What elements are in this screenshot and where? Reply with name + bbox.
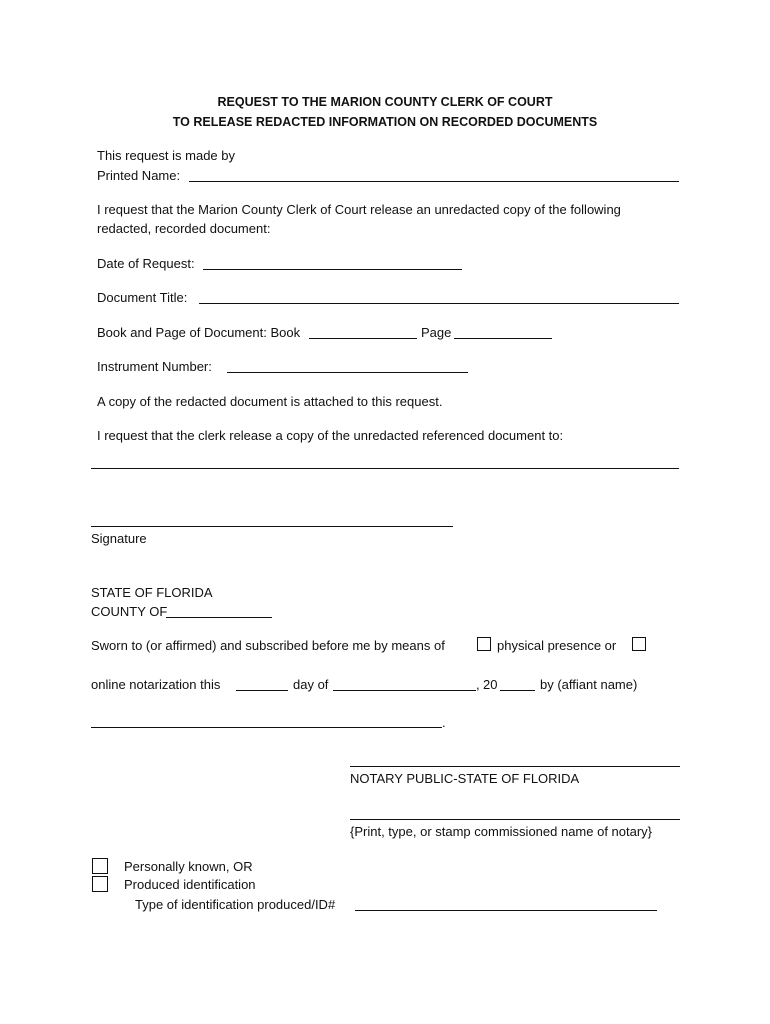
- document-title-line-2: TO RELEASE REDACTED INFORMATION ON RECORDED DOCUMENTS: [172, 115, 598, 129]
- affiant-period: .: [442, 715, 446, 730]
- type-of-id-label: Type of identification produced/ID#: [135, 897, 336, 912]
- personally-known-label: Personally known, OR: [124, 859, 253, 874]
- document-title-field[interactable]: [199, 303, 679, 304]
- notary-public-label: NOTARY PUBLIC-STATE OF FLORIDA: [350, 771, 580, 786]
- book-and-page-label: Book and Page of Document: Book: [97, 325, 301, 340]
- printed-name-label: Printed Name:: [97, 168, 181, 183]
- produced-identification-label: Produced identification: [124, 877, 256, 892]
- online-notarization-checkbox[interactable]: [632, 637, 646, 651]
- state-label: STATE OF FLORIDA: [91, 585, 213, 600]
- signature-field[interactable]: [91, 526, 453, 527]
- month-field[interactable]: [333, 690, 476, 691]
- release-to-address-field[interactable]: [91, 468, 679, 469]
- day-of-label: day of: [293, 677, 329, 692]
- printed-name-field[interactable]: [189, 181, 679, 182]
- document-title-line-1: REQUEST TO THE MARION COUNTY CLERK OF COURT: [217, 95, 553, 109]
- document-title-label: Document Title:: [97, 290, 188, 305]
- county-label: COUNTY OF: [91, 604, 168, 619]
- year-comma: ,: [476, 677, 480, 692]
- page-field[interactable]: [454, 338, 552, 339]
- attached-note: A copy of the redacted document is attached to this request.: [97, 394, 443, 409]
- signature-label: Signature: [91, 531, 147, 546]
- year-prefix: 20: [483, 677, 498, 692]
- request-statement-line-1: I request that the Marion County Clerk of Court release an unredacted copy of the following: [97, 202, 621, 217]
- notary-signature-field[interactable]: [350, 766, 680, 767]
- request-intro: This request is made by: [97, 148, 236, 163]
- notary-name-instruction: {Print, type, or stamp commissioned name of notary}: [350, 824, 653, 839]
- online-notarization-label: online notarization this: [91, 677, 221, 692]
- instrument-number-label: Instrument Number:: [97, 359, 212, 374]
- sworn-statement: Sworn to (or affirmed) and subscribed before me by means of: [91, 638, 445, 653]
- release-to-statement: I request that the clerk release a copy of the unredacted referenced document to:: [97, 428, 564, 443]
- by-affiant-label: by (affiant name): [540, 677, 638, 692]
- affiant-name-field[interactable]: [91, 727, 442, 728]
- date-of-request-field[interactable]: [203, 269, 462, 270]
- physical-presence-checkbox[interactable]: [477, 637, 491, 651]
- date-of-request-label: Date of Request:: [97, 256, 195, 271]
- personally-known-checkbox[interactable]: [92, 858, 108, 874]
- county-field[interactable]: [166, 617, 272, 618]
- day-field[interactable]: [236, 690, 288, 691]
- notary-name-field[interactable]: [350, 819, 680, 820]
- type-of-id-field[interactable]: [355, 910, 657, 911]
- book-field[interactable]: [309, 338, 417, 339]
- physical-presence-label: physical presence or: [497, 638, 617, 653]
- year-field[interactable]: [500, 690, 535, 691]
- instrument-number-field[interactable]: [227, 372, 468, 373]
- request-statement-line-2: redacted, recorded document:: [97, 221, 271, 236]
- page-label: Page: [421, 325, 452, 340]
- produced-identification-checkbox[interactable]: [92, 876, 108, 892]
